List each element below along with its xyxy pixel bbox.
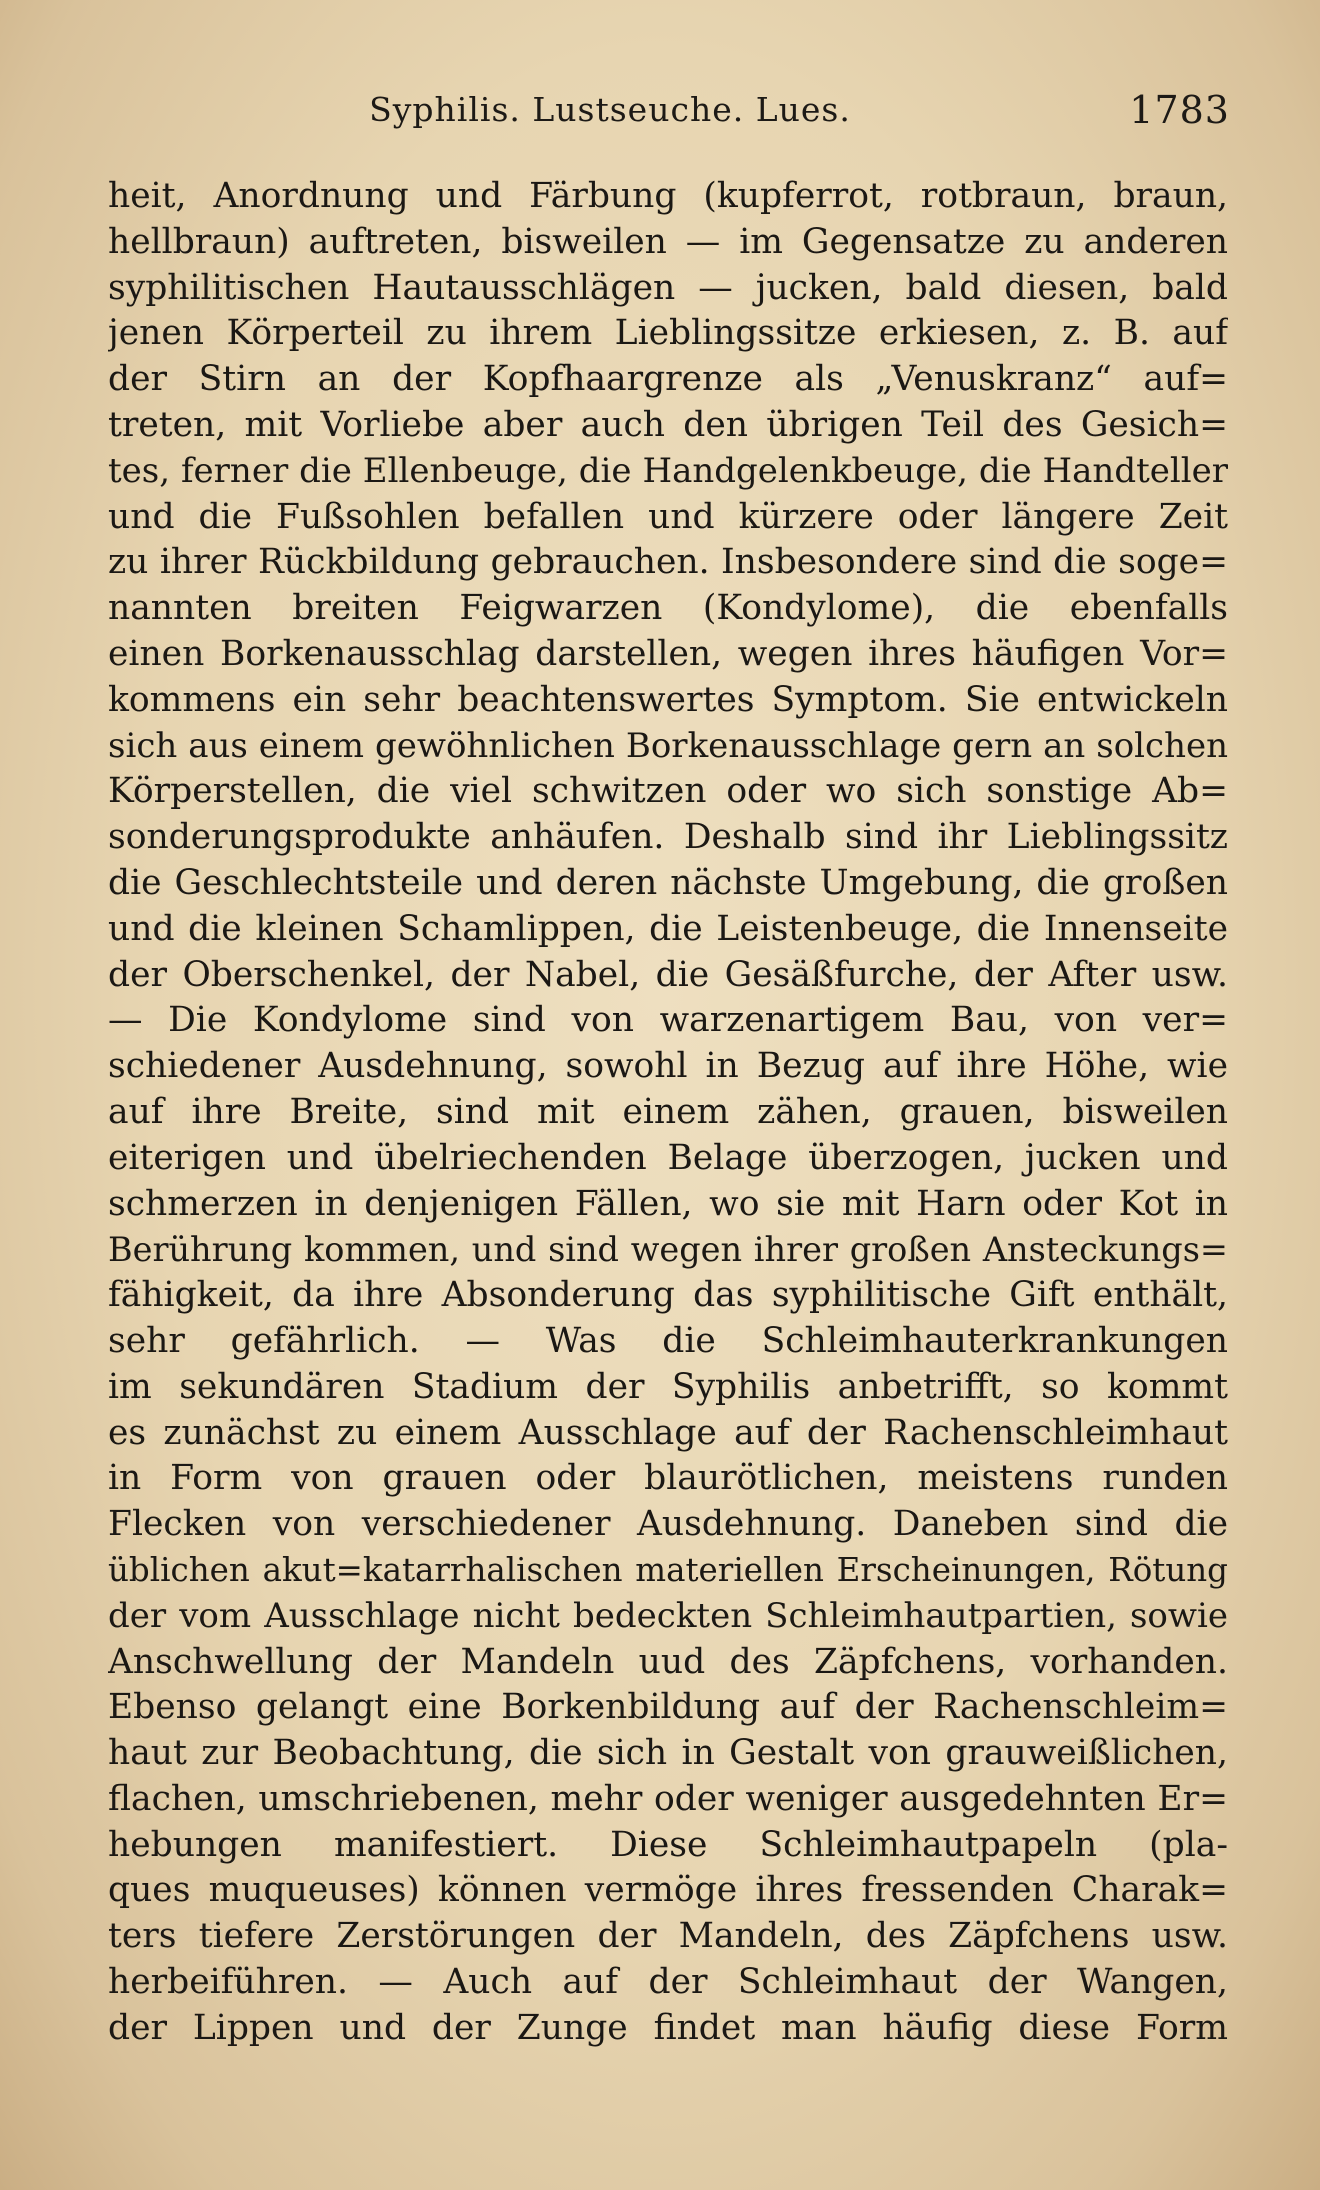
text-line: schiedener Ausdehnung, sowohl in Bezug auf ihre Höhe, wie xyxy=(108,1046,1228,1087)
text-line: sonderungsprodukte anhäufen. Deshalb sind ihr Lieblingssitz xyxy=(108,817,1228,858)
text-line: Anschwellung der Mandeln uud des Zäpfchens, vorhanden. xyxy=(108,1641,1228,1682)
text-line: hellbraun) auftreten, bisweilen — im Gegensatze zu anderen xyxy=(108,221,1228,262)
running-head: Syphilis. Lustseuche. Lues. xyxy=(369,90,851,129)
text-line: die Geschlechtsteile und deren nächste Umgebung, die großen xyxy=(108,862,1228,903)
text-line: der Lippen und der Zunge findet man häufig diese Form xyxy=(108,2007,1228,2048)
text-line: syphilitischen Hautausschlägen — jucken, bald diesen, bald xyxy=(108,267,1228,308)
text-line: zu ihrer Rückbildung gebrauchen. Insbesondere sind die soge= xyxy=(108,542,1228,583)
text-line: in Form von grauen oder blaurötlichen, meistens runden xyxy=(108,1458,1228,1499)
text-line: und die Fußsohlen befallen und kürzere oder längere Zeit xyxy=(108,496,1228,537)
text-line: Flecken von verschiedener Ausdehnung. Daneben sind die xyxy=(108,1504,1228,1545)
text-line: es zunächst zu einem Ausschlage auf der Rachenschleimhaut xyxy=(108,1412,1228,1453)
text-line: schmerzen in denjenigen Fällen, wo sie mit Harn oder Kot in xyxy=(108,1183,1228,1224)
text-line: üblichen akut=katarrhalischen materiellen Erscheinungen, Rötung xyxy=(108,1550,1228,1589)
text-line: jenen Körperteil zu ihrem Lieblingssitze erkiesen, z. B. auf xyxy=(108,313,1228,354)
text-line: nannten breiten Feigwarzen (Kondylome), die ebenfalls xyxy=(108,588,1228,629)
text-line: treten, mit Vorliebe aber auch den übrigen Teil des Gesich= xyxy=(108,404,1228,445)
text-line: der vom Ausschlage nicht bedeckten Schleimhautpartien, sowie xyxy=(108,1595,1228,1636)
text-line: haut zur Beobachtung, die sich in Gestalt von grauweißlichen, xyxy=(108,1733,1228,1774)
text-line: flachen, umschriebenen, mehr oder weniger ausgedehnten Er= xyxy=(108,1778,1228,1819)
text-line: heit, Anordnung und Färbung (kupferrot, rotbraun, braun, xyxy=(108,176,1228,216)
text-line: einen Borkenausschlag darstellen, wegen ihres häufigen Vor= xyxy=(108,633,1228,674)
text-line: ters tiefere Zerstörungen der Mandeln, des Zäpfchens usw. xyxy=(108,1916,1228,1957)
text-line: hebungen manifestiert. Diese Schleimhautpapeln (pla- xyxy=(108,1824,1228,1865)
text-line: auf ihre Breite, sind mit einem zähen, grauen, bisweilen xyxy=(108,1091,1228,1132)
text-line: Körperstellen, die viel schwitzen oder wo sich sonstige Ab= xyxy=(108,771,1228,812)
text-line: eiterigen und übelriechenden Belage überzogen, jucken und xyxy=(108,1137,1228,1178)
text-line: der Stirn an der Kopfhaargrenze als „Venuskranz“ auf= xyxy=(108,359,1228,400)
text-line: fähigkeit, da ihre Absonderung das syphilitische Gift enthält, xyxy=(108,1275,1228,1316)
text-line: Berührung kommen, und sind wegen ihrer großen Ansteckungs= xyxy=(108,1230,1228,1270)
text-line: tes, ferner die Ellenbeuge, die Handgelenkbeuge, die Handteller xyxy=(108,450,1228,491)
page-number: 1783 xyxy=(1129,88,1230,132)
text-line: Ebenso gelangt eine Borkenbildung auf der Rachenschleim= xyxy=(108,1687,1228,1728)
text-line: der Oberschenkel, der Nabel, die Gesäßfurche, der After usw. xyxy=(108,954,1228,995)
text-line: kommens ein sehr beachtenswertes Symptom. Sie entwickeln xyxy=(108,679,1228,720)
text-line: sehr gefährlich. — Was die Schleimhauterkrankungen xyxy=(108,1320,1228,1361)
text-line: — Die Kondylome sind von warzenartigem Bau, von ver= xyxy=(108,1000,1228,1041)
text-line: ques muqueuses) können vermöge ihres fressenden Charak= xyxy=(108,1870,1228,1911)
text-line: sich aus einem gewöhnlichen Borkenausschlage gern an solchen xyxy=(108,725,1228,766)
text-line: und die kleinen Schamlippen, die Leistenbeuge, die Innenseite xyxy=(108,908,1228,949)
page-header xyxy=(110,88,1230,138)
text-line: herbeiführen. — Auch auf der Schleimhaut der Wangen, xyxy=(108,1962,1228,2003)
body-text xyxy=(108,174,1228,2052)
text-line: im sekundären Stadium der Syphilis anbetrifft, so kommt xyxy=(108,1366,1228,1407)
